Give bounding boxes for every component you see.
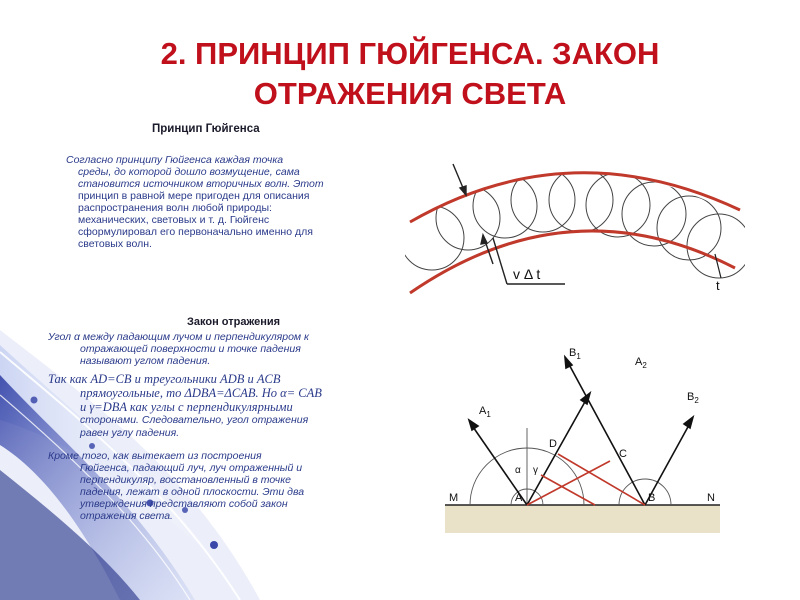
label-a: A [515, 492, 523, 504]
reflection-conclusion [48, 450, 388, 522]
label-d: D [549, 438, 557, 450]
label-b: B [648, 492, 656, 504]
svg-text:B1 [569, 347, 581, 361]
label-alpha: α [515, 465, 521, 476]
wavelet [586, 173, 650, 237]
huygens-line: Согласно принципу Гюйгенса каждая точка [66, 154, 284, 166]
label-b1: B [569, 347, 577, 359]
reflection-intro-line: Угол α между падающим лучом и перпендикуляром к [48, 331, 310, 343]
label-b2-sub: 2 [694, 396, 699, 405]
reflection-proof-line: Так как AD=CB и треугольники ADB и ACB [48, 372, 281, 386]
huygens-wavefront-figure [405, 150, 745, 300]
huygens-line: сформулировал его первоначально именно для [78, 226, 313, 238]
reflection-conclusion-line: утверждения представляют собой закон [80, 498, 288, 510]
reflection-intro-line: называют углом падения. [80, 355, 211, 367]
svg-text:A2 [635, 356, 647, 370]
label-n: N [707, 492, 715, 504]
reflection-intro [48, 331, 388, 367]
semicircle-b [619, 479, 671, 505]
reflection-conclusion-line: падения, лежат в одной плоскости. Эти два [80, 486, 305, 498]
reflection-figure [445, 340, 725, 540]
reflection-conclusion-line: отражения света. [80, 510, 173, 522]
label-a1-sub: 1 [486, 410, 491, 419]
reflection-proof-line: и γ=DBA как углы с перпендикулярными [80, 400, 293, 414]
wavelet [622, 182, 686, 246]
huygens-line: механических, световых и т. д. Гюйгенс [78, 214, 270, 226]
reflecting-surface [445, 505, 720, 533]
label-a2: A [635, 356, 643, 368]
page-title [120, 34, 700, 114]
reflection-intro-line: отражающей поверхности и точке падения [80, 343, 301, 355]
reflection-proof [48, 372, 398, 440]
huygens-line: становится источником вторичных волн. Этот [78, 178, 324, 190]
svg-text:B2 [687, 391, 699, 405]
label-b1-sub: 1 [576, 352, 581, 361]
huygens-line: световых волн. [78, 238, 152, 250]
label-c: C [619, 448, 627, 460]
reflection-proof-line: прямоугольные, то ΔDBA=ΔCAB. Но α= CAB [80, 386, 322, 400]
inner-wavefront [410, 231, 735, 293]
title-line-1: 2. ПРИНЦИП ГЮЙГЕНСА. ЗАКОН [160, 36, 660, 71]
huygens-line: среды, до которой дошло возмущение, сама [78, 166, 300, 178]
reflection-conclusion-line: Гюйгенса, падающий луч, луч отраженный и [80, 462, 303, 474]
wavelet [549, 168, 613, 232]
label-a2-sub: 2 [642, 361, 647, 370]
title-line-2: ОТРАЖЕНИЯ СВЕТА [253, 76, 567, 111]
huygens-line: распространения волн любой природы: [78, 202, 272, 214]
huygens-heading: Принцип Гюйгенса [152, 123, 260, 135]
label-v-delta-t: v Δ t [513, 266, 541, 282]
label-b2: B [687, 391, 695, 403]
reflection-conclusion-line: Кроме того, как вытекает из построения [48, 450, 262, 462]
reflection-heading: Закон отражения [187, 316, 281, 328]
label-t: t [716, 278, 720, 293]
huygens-line: принцип в равной мере пригоден для описания [78, 190, 310, 202]
label-m: M [449, 492, 459, 504]
wavelet [657, 196, 721, 260]
huygens-paragraph [56, 154, 386, 250]
reflection-proof-line: равен углу падения. [80, 427, 180, 439]
reflection-proof-line: сторонами. Следовательно, угол отражения [80, 414, 309, 426]
label-a1: A [479, 405, 487, 417]
incident-ray-b1 [565, 357, 645, 505]
label-gamma: γ [533, 465, 538, 476]
reflection-conclusion-line: перпендикуляр, восстановленный в точке [80, 474, 292, 486]
svg-text:A1 [479, 405, 491, 419]
